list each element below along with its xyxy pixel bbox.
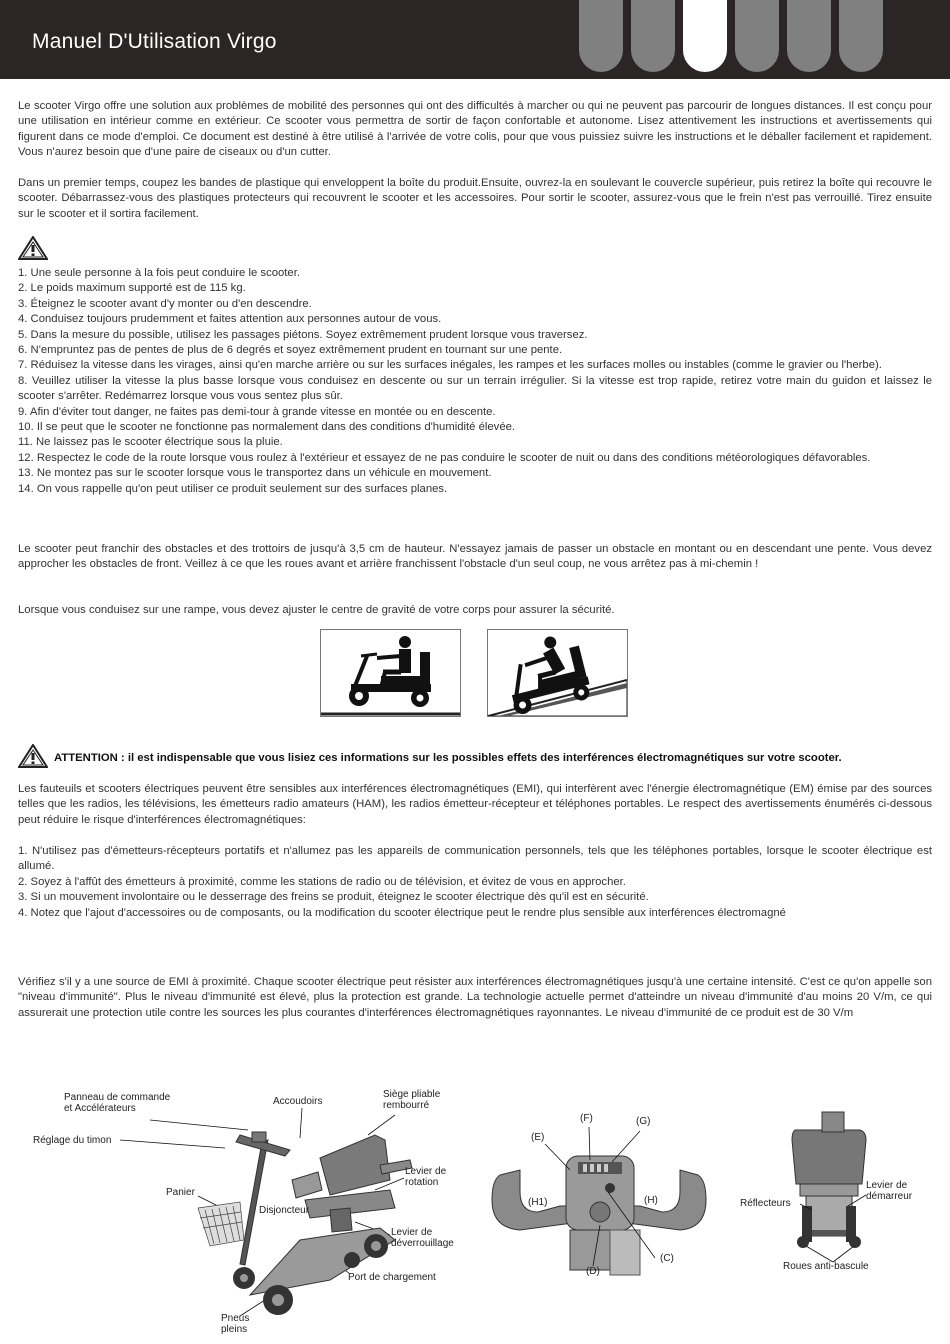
label-reflectors: Réflecteurs	[740, 1198, 791, 1209]
label-basket: Panier	[166, 1187, 195, 1198]
label-swivel-lever: Levier de rotation	[405, 1166, 447, 1188]
section-tab-6[interactable]	[839, 0, 883, 72]
label-panel-e: (E)	[531, 1132, 545, 1143]
label-tiller-adjust: Réglage du timon	[33, 1135, 112, 1146]
list-item: 2. Soyez à l'affût des émetteurs à proximité, comme les stations de radio ou de télévision, et évitez de vous en approcher.	[18, 875, 626, 888]
attention-heading: ATTENTION : il est indispensable que vous lisiez ces informations sur les possibles effets des interférences électromagnétiques sur votre scooter.	[54, 752, 842, 764]
section-tab-4[interactable]	[735, 0, 779, 72]
label-freewheel-lever: Levier de démarreur	[866, 1180, 913, 1202]
list-item: 14. On vous rappelle qu'on peut utiliser ce produit seulement sur des surfaces planes.	[18, 482, 448, 495]
warning-triangle-icon	[18, 236, 48, 260]
ramp-figure	[487, 629, 628, 717]
header-bar	[0, 0, 950, 79]
emi-intro-paragraph: Les fauteuils et scooters électriques peuvent être sensibles aux interférences électromagnétiques (EMI), qui interfèrent avec l'énergie électromagnétique (EM) émise par des sources telles que les radios, les télévisions, les émetteurs radio amateurs (HAM), les radios émetteur-récepteur et téléphones portables. Le respect des avertissements énumérés ci-dessous peut réduire le risque d'interférences électromagnétiques:	[18, 783, 932, 826]
list-item: 5. Dans la mesure du possible, utilisez les passages piétons. Soyez extrêmement prudent lorsque vous traversez.	[18, 328, 588, 341]
emi-warnings-list	[18, 844, 932, 921]
list-item: 13. Ne montez pas sur le scooter lorsque vous le transportez dans un véhicule en mouvement.	[18, 467, 492, 480]
label-panel-f: (F)	[580, 1113, 593, 1124]
scooter-diagram	[0, 1080, 950, 1344]
label-control-panel: Panneau de commande et Accélérateurs	[64, 1092, 171, 1114]
list-item: 4. Conduisez toujours prudemment et faites attention aux personnes autour de vous.	[18, 313, 442, 326]
section-tab-3-active[interactable]	[683, 0, 727, 72]
list-item: 12. Respectez le code de la route lorsque vous roulez à l'extérieur et essayez de ne pas conduire le scooter de nuit ou dans des conditions météorologiques défavorables.	[18, 451, 871, 464]
list-item: 3. Éteignez le scooter avant d'y monter ou d'en descendre.	[18, 297, 312, 310]
unpacking-paragraph: Dans un premier temps, coupez les bandes de plastique qui enveloppent la boîte du produit.Ensuite, ouvrez-la en soulevant le couvercle supérieur, puis retirez la boîte qui recouvre le scooter. Débarrassez-vous des plastiques protecteurs qui recouvrent le scooter et les accessoires. Pour sortir le scooter, assurez-vous que le frein n'est pas verrouillé. Tirez ensuite sur le scooter et il sortira facilement.	[18, 177, 932, 220]
control-panel-diagram	[492, 1127, 706, 1275]
list-item: 2. Le poids maximum supporté est de 115 kg.	[18, 282, 246, 295]
label-panel-c: (C)	[660, 1253, 674, 1264]
list-item: 7. Réduisez la vitesse dans les virages, ainsi qu'en marche arrière ou sur les surfaces inégales, les rampes et les surfaces molles ou instables (comme le gravier ou l'herbe).	[18, 359, 882, 372]
label-solid-tires: Pneus pleins	[221, 1313, 250, 1335]
list-item: 6. N'empruntez pas de pentes de plus de 6 degrés et soyez extrêmement prudent en tournant sur une pente.	[18, 344, 563, 357]
section-tab-1[interactable]	[579, 0, 623, 72]
warning-triangle-icon	[18, 744, 48, 768]
obstacles-paragraph: Le scooter peut franchir des obstacles et des trottoirs de jusqu'à 3,5 cm de hauteur. N'essayez jamais de passer un obstacle en montant ou en descendant une pente. Vous devez approcher les obstacles de front. Veillez à ce que les roues avant et arrière franchissent l'obstacle d'un seul coup, ne vous arrêtez pas à mi-chemin !	[18, 543, 932, 571]
rear-view-diagram	[792, 1112, 866, 1262]
label-anti-tip-wheels: Roues anti-bascule	[783, 1261, 869, 1272]
section-tab-5[interactable]	[787, 0, 831, 72]
list-item: 9. Afin d'éviter tout danger, ne faites pas demi-tour à grande vitesse en montée ou en descente.	[18, 405, 496, 418]
flat-ground-figure	[320, 629, 461, 717]
list-item: 8. Veuillez utiliser la vitesse la plus basse lorsque vous conduisez en descente ou sur un terrain irrégulier. Si la vitesse est trop rapide, retirez votre main du guidon et laissez le scooter s'arrêter. Redémarrez lorsque vous vous sentez plus sûr.	[18, 374, 932, 403]
safety-rules-list	[18, 266, 932, 497]
immunity-paragraph: Vérifiez s'il y a une source de EMI à proximité. Chaque scooter électrique peut résister aux interférences électromagnétiques jusqu'à une certaine intensité. C'est ce qu'on appelle son "niveau d'immunité". Plus le niveau d'immunité est élevé, plus la protection est grande. La technologie actuelle permet d'atteindre un niveau d'immunité d'au moins 20 V/m, ce qui assurerait une protection utile contre les sources les plus courantes d'interférences électromagnétiques rayonnantes. Le niveau d'immunité de ce produit est de 30 V/m	[18, 976, 932, 1019]
list-item: 1. N'utilisez pas d'émetteurs-récepteurs portatifs et n'allumez pas les appareils de communication personnels, tels que les téléphones portables, lorsque le scooter électrique est allumé.	[18, 845, 932, 873]
label-panel-g: (G)	[636, 1116, 651, 1127]
label-panel-h: (H)	[644, 1195, 658, 1206]
label-release-lever: Levier de déverrouillage	[391, 1227, 454, 1249]
list-item: 1. Une seule personne à la fois peut conduire le scooter.	[18, 267, 300, 279]
label-panel-d: (D)	[586, 1266, 600, 1277]
page-title: Manuel D'Utilisation Virgo	[32, 30, 277, 53]
label-panel-h1: (H1)	[528, 1197, 548, 1208]
intro-paragraph: Le scooter Virgo offre une solution aux problèmes de mobilité des personnes qui ont des difficultés à marcher ou qui ne peuvent pas parcourir de longues distances. Il est conçu pour une utilisation en intérieur comme en extérieur. Ce scooter vous permettra de sortir de façon confortable et autonome. Lisez attentivement les instructions et avertissements qui figurent dans ce mode d'emploi. Ce document est destiné à être utilisé à l'arrivée de votre colis, pour que vous puissiez suivre les instructions et le déballer facilement et rapidement. Vous n'aurez besoin que d'une paire de ciseaux ou d'un cutter.	[18, 100, 932, 158]
label-folding-seat: Siège pliable rembourré	[383, 1089, 441, 1111]
list-item: 10. Il se peut que le scooter ne fonctionne pas normalement dans des conditions d'humidité élevée.	[18, 421, 516, 434]
label-charging-port: Port de chargement	[348, 1272, 436, 1283]
list-item: 3. Si un mouvement involontaire ou le desserrage des freins se produit, éteignez le scooter électrique dès qu'il est en sécurité.	[18, 891, 649, 904]
label-armrests: Accoudoirs	[273, 1096, 323, 1107]
ramp-paragraph: Lorsque vous conduisez sur une rampe, vous devez ajuster le centre de gravité de votre corps pour assurer la sécurité.	[18, 604, 615, 616]
section-tab-2[interactable]	[631, 0, 675, 72]
label-circuit-breaker: Disjoncteur	[259, 1205, 310, 1216]
list-item: 4. Notez que l'ajout d'accessoires ou de composants, ou la modification du scooter électrique peut le rendre plus sensible aux interférences électromagné	[18, 906, 786, 919]
list-item: 11. Ne laissez pas le scooter électrique sous la pluie.	[18, 436, 283, 449]
